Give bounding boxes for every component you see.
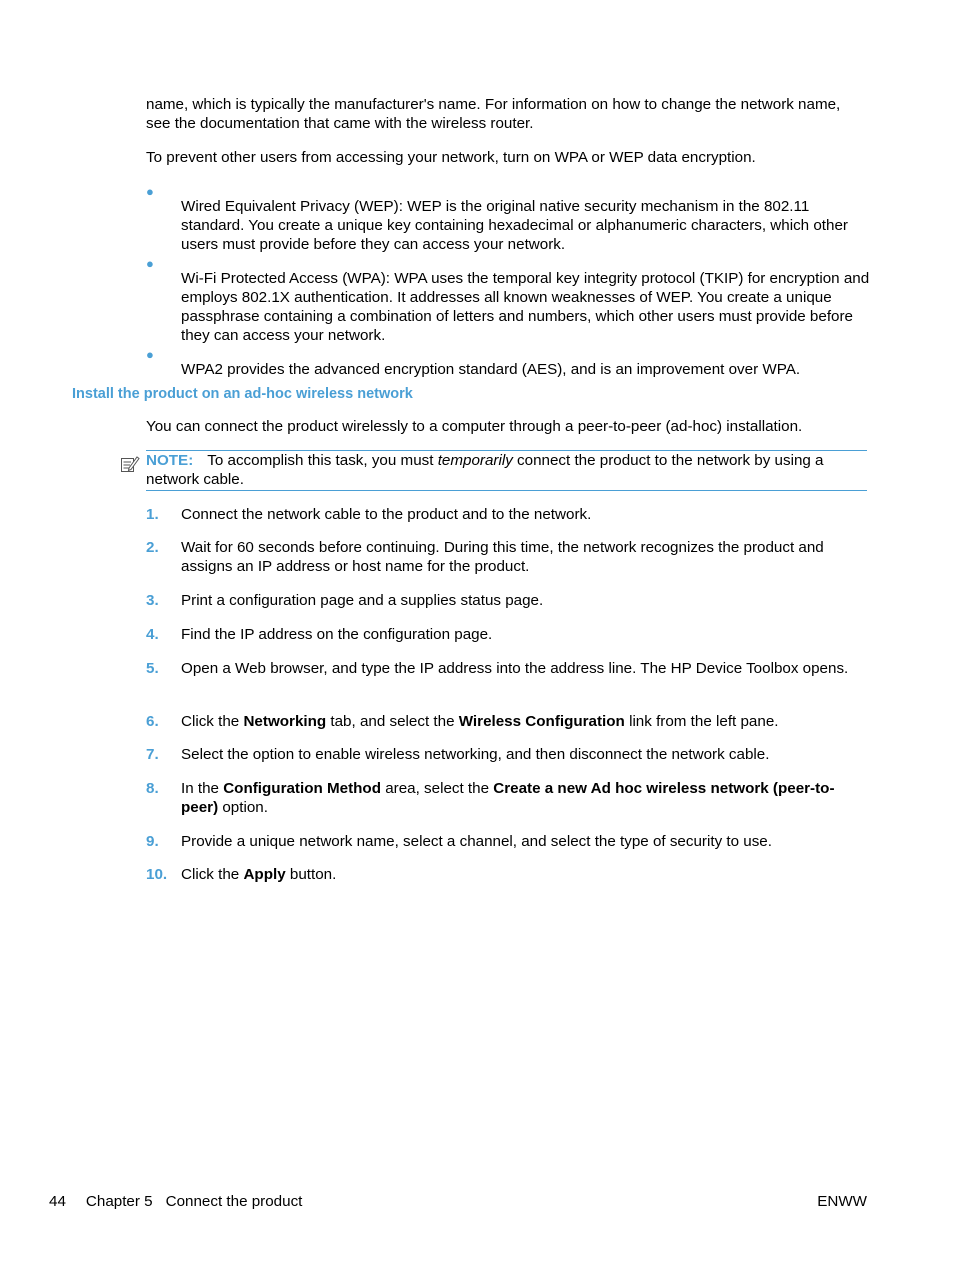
step-text-run: Find the IP address on the configuration page. bbox=[181, 626, 493, 643]
step-number: 6. bbox=[146, 713, 159, 730]
step-number: 2. bbox=[146, 539, 159, 556]
chapter-label: Chapter 5 bbox=[85, 1193, 153, 1210]
step-text-bold: Networking bbox=[243, 713, 327, 730]
step-number: 1. bbox=[146, 506, 159, 523]
step-text-run: Connect the network cable to the product and to the network. bbox=[181, 506, 592, 523]
footer-code: ENWW bbox=[817, 1193, 867, 1210]
step-text-run: Select the option to enable wireless networking, and then disconnect the network cable. bbox=[181, 746, 770, 763]
step-number: 7. bbox=[146, 746, 159, 763]
note-rule-bottom bbox=[146, 490, 867, 491]
step-text bbox=[181, 659, 871, 678]
step-text-run: Click the bbox=[181, 713, 244, 730]
note-label: NOTE: bbox=[146, 452, 194, 469]
step-text-run: Click the bbox=[181, 866, 244, 883]
step-text bbox=[181, 832, 871, 851]
note-text-italic: temporarily bbox=[437, 452, 513, 469]
step-number: 10. bbox=[146, 866, 168, 883]
chapter-title: Connect the product bbox=[165, 1193, 303, 1210]
footer-left bbox=[49, 1192, 302, 1211]
page-number: 44 bbox=[49, 1193, 66, 1210]
section-heading: Install the product on an ad-hoc wireless network bbox=[72, 386, 413, 402]
step-text-bold: Create a new Ad hoc wireless network (peer-to-peer) bbox=[181, 780, 835, 816]
step-text-run: Print a configuration page and a supplies status page. bbox=[181, 592, 544, 609]
encryption-lead: To prevent other users from accessing your network, turn on WPA or WEP data encryption. bbox=[146, 149, 756, 166]
step-text-run: button. bbox=[285, 866, 337, 883]
note-text-before: To accomplish this task, you must bbox=[207, 452, 438, 469]
step-text-bold: Apply bbox=[243, 866, 286, 883]
intro-continuation: name, which is typically the manufacturer's name. For information on how to change the network name, see the documentation that came with the wireless router. bbox=[146, 96, 841, 132]
step-text-run: tab, and select the bbox=[326, 713, 459, 730]
step-text bbox=[181, 625, 871, 644]
bullet-wpa2: WPA2 provides the advanced encryption standard (AES), and is an improvement over WPA. bbox=[181, 361, 801, 379]
bullet-icon: ● bbox=[146, 256, 154, 271]
step-text-run: Wait for 60 seconds before continuing. During this time, the network recognizes the product and assigns an IP address or host name for the product. bbox=[181, 539, 824, 575]
step-text-run: link from the left pane. bbox=[624, 713, 779, 730]
bullet-wpa: Wi-Fi Protected Access (WPA): WPA uses the temporal key integrity protocol (TKIP) for encryption and employs 802.1X authentication. It addresses all known weaknesses of WEP. You create a unique passphrase containing a combination of letters and numbers, which other users must provide before they can access your network. bbox=[181, 270, 870, 345]
step-text bbox=[181, 538, 871, 576]
step-text-run: In the bbox=[181, 780, 224, 797]
bullet-wep: Wired Equivalent Privacy (WEP): WEP is the original native security mechanism in the 802.11 standard. You create a unique key containing hexadecimal or alphanumeric characters, which other users must provide before they can access your network. bbox=[181, 198, 848, 254]
step-number: 4. bbox=[146, 626, 159, 643]
step-text bbox=[181, 505, 871, 524]
bullet-icon: ● bbox=[146, 347, 154, 362]
step-text bbox=[181, 712, 871, 731]
step-text bbox=[181, 779, 871, 817]
step-number: 5. bbox=[146, 660, 159, 677]
step-text-run: area, select the bbox=[380, 780, 494, 797]
section-lead: You can connect the product wirelessly to a computer through a peer-to-peer (ad-hoc) installation. bbox=[146, 418, 803, 435]
note-text-after: connect the product to the network by using a network cable. bbox=[146, 452, 824, 488]
step-number: 3. bbox=[146, 592, 159, 609]
step-text-bold: Configuration Method bbox=[223, 780, 381, 797]
note-box bbox=[120, 450, 867, 490]
step-text bbox=[181, 865, 871, 884]
note-text bbox=[146, 451, 867, 489]
step-text-run: Provide a unique network name, select a channel, and select the type of security to use. bbox=[181, 833, 772, 850]
note-pencil-icon bbox=[120, 455, 140, 473]
step-text bbox=[181, 591, 871, 610]
step-number: 8. bbox=[146, 780, 159, 797]
step-text bbox=[181, 745, 871, 764]
step-text-bold: Wireless Configuration bbox=[458, 713, 625, 730]
step-number: 9. bbox=[146, 833, 159, 850]
bullet-icon: ● bbox=[146, 184, 154, 199]
step-text-run: Open a Web browser, and type the IP address into the address line. The HP Device Toolbox opens. bbox=[181, 660, 849, 677]
step-text-run: option. bbox=[218, 799, 268, 816]
